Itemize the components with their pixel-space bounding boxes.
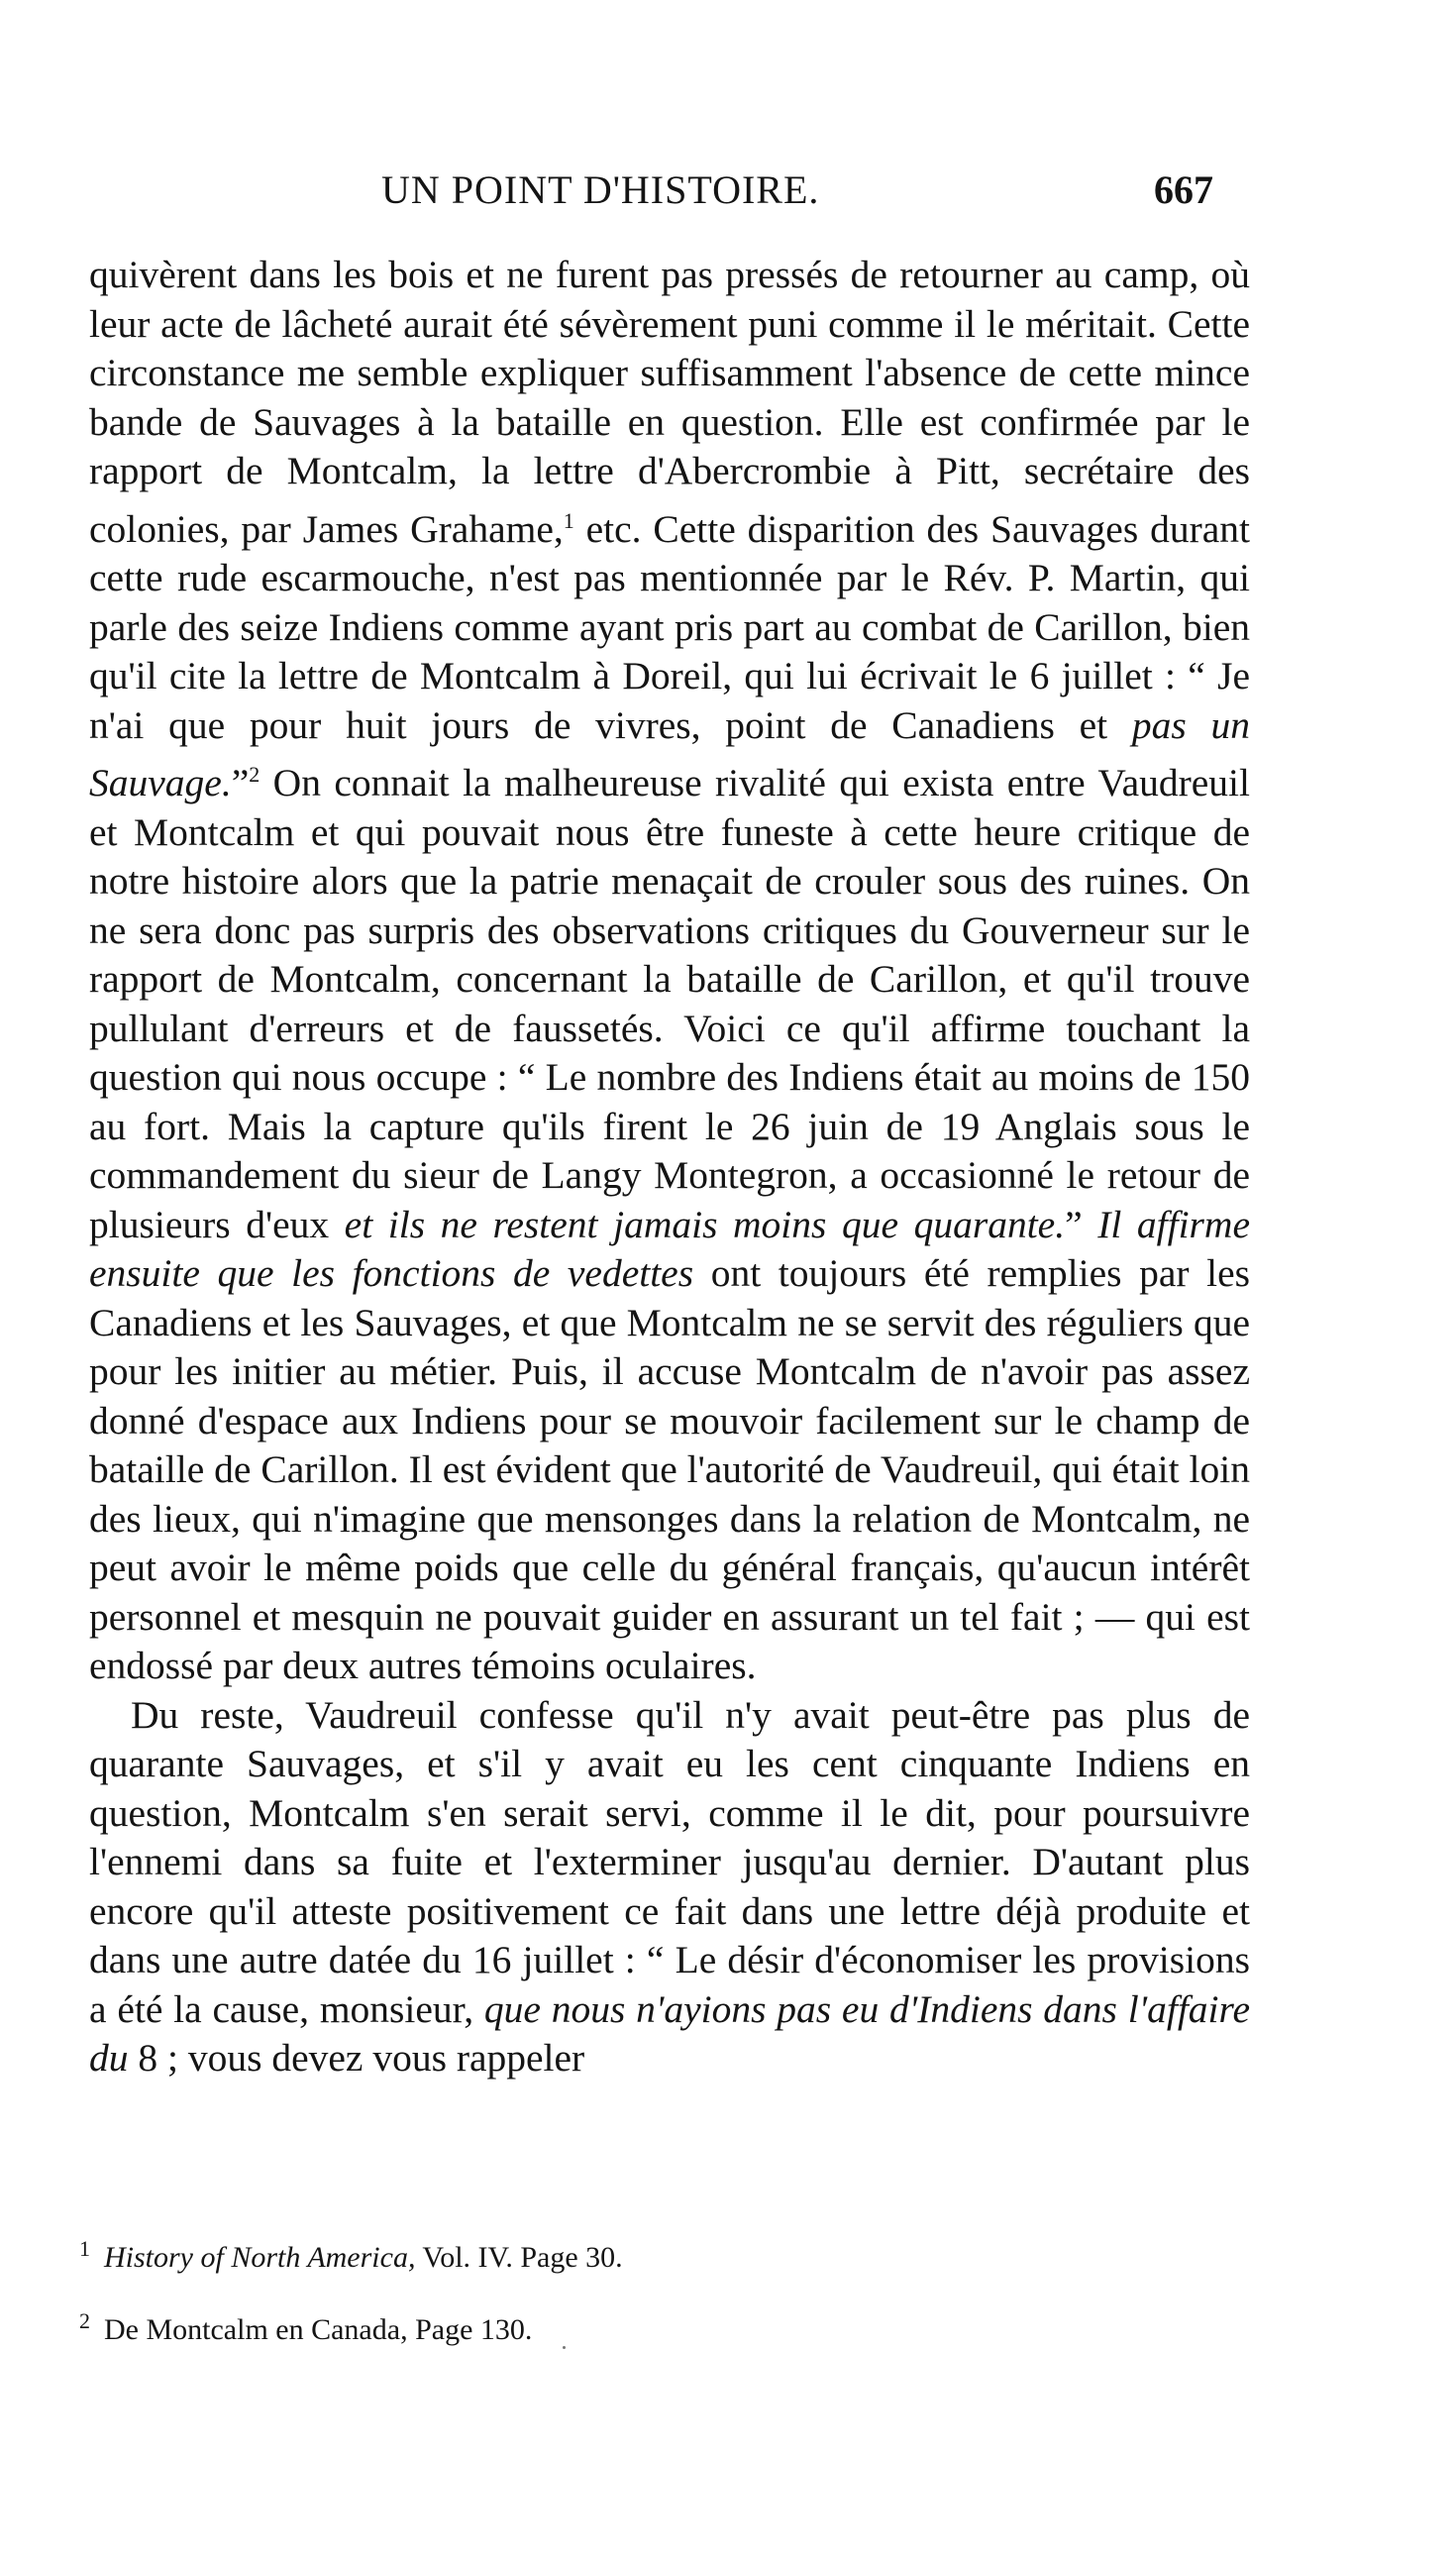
footnote-2 [79,2290,1248,2362]
page-number: 667 [1154,167,1213,212]
running-title: UN POINT D'HISTOIRE. [381,167,820,212]
footnote-ref-2: 2 [249,762,260,788]
text-run: 8 ; vous devez vous rappeler [128,2036,585,2081]
text-run: On connait la malheureuse rivalité qui exista entre Vaudreuil et Montcalm et qui pouvait nous être funeste à cette heure critique de notre histoire alors que la patrie menaçait de crouler sous des ruines. On ne sera donc pas surpris des observations critiques du Gouverneur sur le rapport de Montcalm, concernant la bataille de Carillon, et qu'il trouve pullulant d'erreurs et de faussetés. Voici ce qu'il affirme touchant la question qui nous occupe : “ Le nombre des Indiens était au moins de 150 au fort. Mais la capture qu'ils firent le 26 juin de 19 Anglais sous le commandement du sieur de Langy Montegron, a occasionné le retour de plusieurs d'eux [89,761,1250,1246]
paragraph-2 [89,1691,1250,2083]
text-run: ” [1065,1202,1098,1246]
footnote-number: 2 [79,2308,90,2333]
text-run: etc. Cette disparition des Sauvages durant cette rude escarmouche, n'est pas mentionnée par le Rév. P. Martin, qui parle des seize Indiens comme ayant pris part au combat de Carillon, bien qu'il cite la lettre de Montcalm à Doreil, qui lui écrivait le 6 juillet : “ Je n'ai que pour huit jours de vivres, point de Canadiens et [89,506,1250,747]
footnote-title: History of North America, [104,2241,416,2274]
paragraph-1 [89,251,1250,1691]
ink-speck [563,2346,566,2349]
footnote-text: Vol. IV. Page 30. [415,2241,623,2274]
italic-run: pas un Sauvage. [89,702,1250,805]
text-run: Du reste, Vaudreuil confesse qu'il n'y avait peut-être pas plus de quarante Sauvages, et s'il y avait eu les cent cinquante Indiens en question, Montcalm s'en serait servi, comme il le dit, pour poursuivre l'ennemi dans sa fuite et l'exterminer jusqu'au dernier. D'autant plus encore qu'il atteste positivement ce fait dans une lettre déjà produite et dans une autre datée du 16 juillet : “ Le désir d'économiser les provisions a été la cause, monsieur, [89,1692,1250,2031]
italic-run: que nous n'ayions pas eu d'Indiens dans l'affaire du [89,1986,1250,2081]
italic-run: et ils ne restent jamais moins que quarante. [344,1202,1066,1246]
footnote-1 [79,2217,1248,2290]
body-text [89,251,1250,2083]
footnotes [79,2217,1248,2362]
footnote-text: De Montcalm en Canada, Page 130. [104,2313,533,2346]
text-run: ” [231,761,250,805]
text-run: quivèrent dans les bois et ne furent pas pressés de retourner au camp, où leur acte de lâcheté aurait été sévèrement puni comme il le méritait. Cette circonstance me semble expliquer suffisamment l'absence de cette mince bande de Sauvages à la bataille en question. Elle est confirmée par le rapport de Montcalm, la lettre d'Abercrombie à Pitt, secrétaire des colonies, par James Grahame, [89,253,1250,551]
italic-run: Il affirme ensuite que les fonctions de vedettes [89,1202,1250,1296]
footnote-ref-1: 1 [563,507,574,533]
text-run: ont toujours été remplies par les Canadiens et les Sauvages, et que Montcalm ne se servit des réguliers que pour les initier au métier. Puis, il accuse Montcalm de n'avoir pas assez donné d'espace aux Indiens pour se mouvoir facilement sur le champ de bataille de Carillon. Il est évident que l'autorité de Vaudreuil, qui était loin des lieux, qui n'imagine que mensonges dans la relation de Montcalm, ne peut avoir le même poids que celle du général français, qu'aucun intérêt personnel et mesquin ne pouvait guider en assurant un tel fait ; — qui est endossé par deux autres témoins oculaires. [89,1251,1250,1688]
footnote-number: 1 [79,2236,90,2261]
